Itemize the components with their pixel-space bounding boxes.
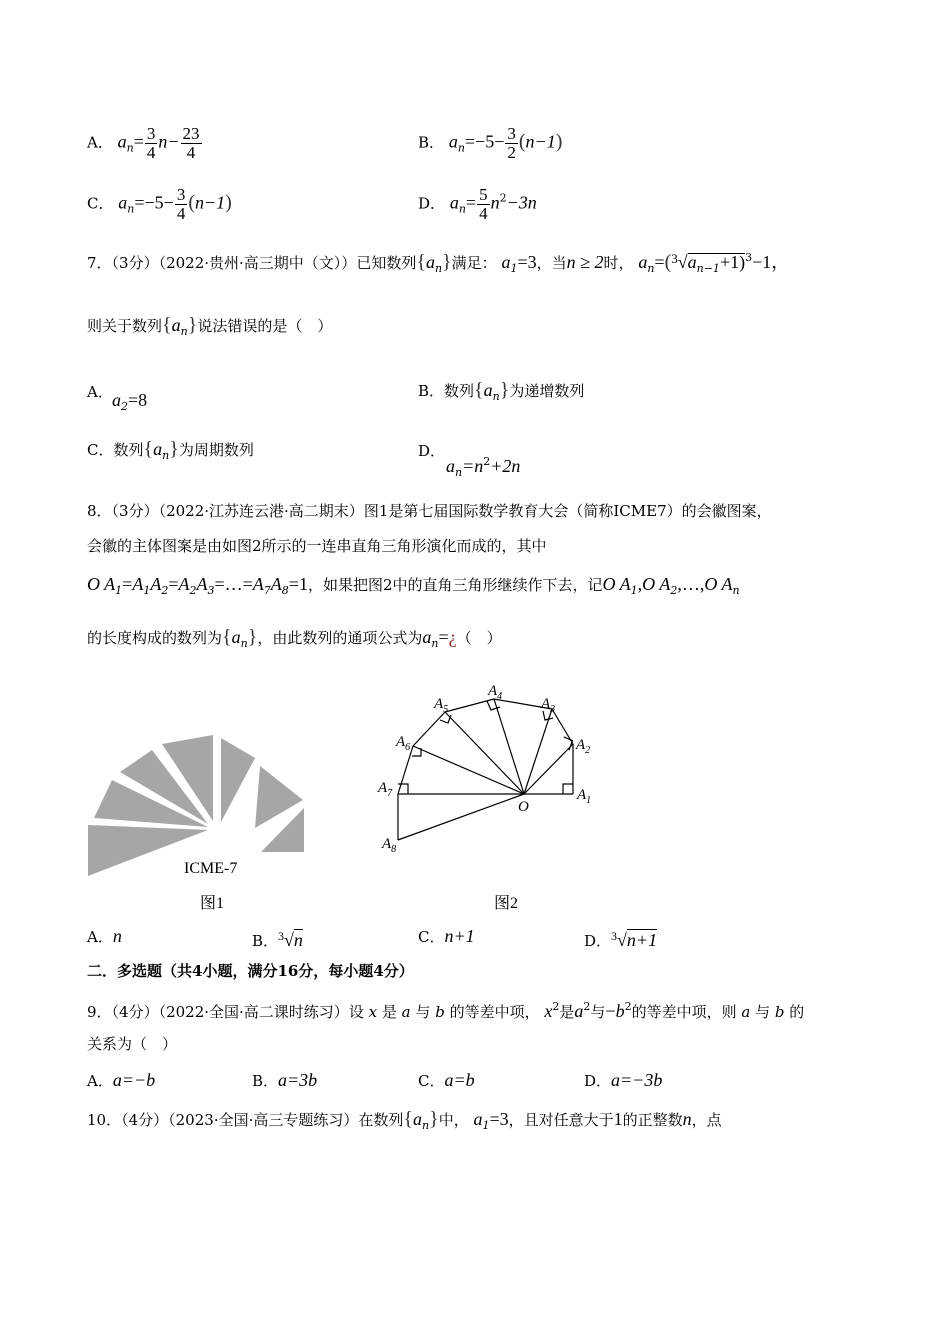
point-a7-label: $A_7$ — [378, 780, 393, 799]
q8-stem-line2: 会徽的主体图案是由如图2所示的一连串直角三角形演化而成的，其中 — [87, 537, 547, 555]
q7-option-a: A． — [87, 383, 113, 401]
q8-option-d: D．$^3$√n+1 — [584, 929, 658, 950]
q9-stem: 9．（4分）（2022·全国·高二课时练习）设 x 是 a 与 b 的等差中项， $x^2$是$a^2$与$-b^2$的等差中项，则 a 与 b 的 — [87, 1000, 805, 1021]
point-o-label: O — [518, 799, 529, 815]
point-a4-label: $A_4$ — [488, 683, 503, 702]
q9-line2: 关系为（ ） — [87, 1035, 178, 1053]
point-a6-label: $A_6$ — [396, 734, 411, 753]
triangle-spiral-figure — [370, 680, 610, 860]
figure-1-label: 图1 — [200, 895, 225, 912]
q9-option-b: B．a=3b — [252, 1070, 318, 1090]
q7-option-b: B．数列$\{a_n\}$为递增数列 — [418, 379, 585, 403]
point-a1-label: $A_1$ — [577, 787, 592, 806]
figure-2-label: 图2 — [494, 895, 519, 912]
q8-stem-line1: 8．（3分）（2022·江苏连云港·高二期末）图1是第七届国际数学教育大会（简称ICME7）的会徽图案， — [87, 502, 772, 520]
q9-option-a: A．a=−b — [87, 1070, 156, 1090]
q7-stem: 7．（3分）（2022·贵州·高三期中（文））已知数列$\{a_n\}$满足： $a_1=3$，当n ≥ 2时， $a_n=(3√a_{n-1}+1)^3-1$， — [87, 251, 790, 275]
point-a8-label: $A_8$ — [382, 836, 397, 855]
q8-option-c: C．n+1 — [418, 926, 475, 946]
q7-option-d-expr: $a_n=n^2+2n$ — [446, 455, 521, 479]
q9-option-c: C．a=b — [418, 1070, 475, 1090]
q6-option-c: C． $a_n=-5-$ $\frac{3}{4}$ (n−1) — [87, 185, 232, 223]
q8-option-a: A．n — [87, 926, 122, 946]
icme7-logo-figure — [80, 730, 310, 878]
point-a2-label: $A_2$ — [576, 737, 591, 756]
q6-option-b: B． $a_n=-5-$ $\frac{3}{2}$ (n−1) — [418, 124, 563, 162]
q8-option-b: B．$^3$√n — [252, 929, 303, 950]
section-2-heading: 二．多选题（共4小题，满分16分，每小题4分） — [87, 962, 414, 980]
q6-option-d: D． $a_n=$ $\frac{5}{4}$ $n^2-3n$ — [418, 185, 537, 223]
q7-option-d: D． — [418, 442, 446, 460]
q7-line2: 则关于数列$\{a_n\}$说法错误的是（ ） — [87, 314, 333, 338]
q9-option-d: D．a=−3b — [584, 1070, 663, 1090]
q6-option-a: A． $a_n=$ $\frac{3}{4}$ n− $\frac{23}{4}$ — [87, 124, 200, 162]
point-a3-label: $A_3$ — [541, 696, 556, 715]
q7-option-a-expr: $a_2=8$ — [112, 390, 148, 413]
point-a5-label: $A_5$ — [434, 696, 449, 715]
icme7-caption: ICME-7 — [184, 860, 238, 877]
q7-option-c: C．数列$\{a_n\}$为周期数列 — [87, 438, 254, 462]
q8-stem-line4: 的长度构成的数列为$\{a_n\}$，由此数列的通项公式为$a_n=¿$（ ） — [87, 626, 502, 650]
q8-stem-line3: O $A_1=A_1A_2=A_2A_3=\dots=A_7A_8=1$，如果把图2中的直角三角形继续作下去，记O $A_1,O$ $A_2,\dots,O$ $A_n$ — [87, 574, 740, 597]
logo-triangle-5 — [221, 738, 255, 822]
q10-stem: 10．（4分）（2023·全国·高三专题练习）在数列$\{a_n\}$中， $a_1=3$，且对任意大于1的正整数n，点 — [87, 1108, 722, 1132]
